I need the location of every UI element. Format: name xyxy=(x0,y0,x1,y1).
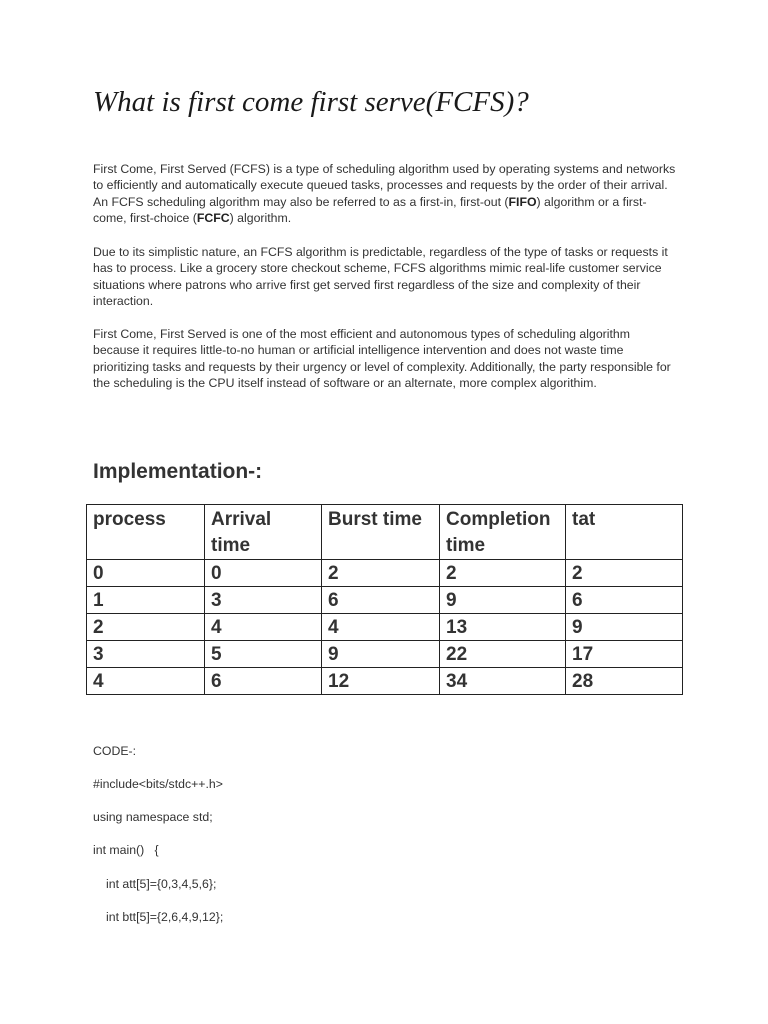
implementation-heading: Implementation-: xyxy=(93,460,263,483)
table-cell: 28 xyxy=(566,668,683,695)
table-cell: 2 xyxy=(322,560,440,587)
header-process: process xyxy=(87,505,205,560)
table-row xyxy=(87,587,683,614)
page-title: What is first come first serve(FCFS)? xyxy=(93,86,529,118)
table-cell: 9 xyxy=(322,641,440,668)
fcfs-table xyxy=(86,504,683,695)
table-row xyxy=(87,560,683,587)
table-cell: 1 xyxy=(87,587,205,614)
table-cell: 6 xyxy=(566,587,683,614)
table-cell: 6 xyxy=(322,587,440,614)
table-cell: 9 xyxy=(440,587,566,614)
table-cell: 4 xyxy=(205,614,322,641)
header-tat: tat xyxy=(566,505,683,560)
fcfc-term: FCFC xyxy=(196,211,230,226)
table-cell: 4 xyxy=(87,668,205,695)
table-cell: 3 xyxy=(205,587,322,614)
table-row xyxy=(87,668,683,695)
table-cell: 4 xyxy=(322,614,440,641)
table-cell: 5 xyxy=(205,641,322,668)
table-cell: 0 xyxy=(205,560,322,587)
code-line: int btt[5]={2,6,4,9,12}; xyxy=(106,910,224,924)
table-row xyxy=(87,641,683,668)
header-completion-time: Completion time xyxy=(440,505,566,560)
table-row xyxy=(87,614,683,641)
table-cell: 9 xyxy=(566,614,683,641)
paragraph-intro xyxy=(93,161,678,227)
table-cell: 2 xyxy=(440,560,566,587)
header-arrival-time: Arrival time xyxy=(205,505,322,560)
fifo-term: FIFO xyxy=(508,194,537,209)
header-burst-time: Burst time xyxy=(322,505,440,560)
paragraph-simplistic: Due to its simplistic nature, an FCFS algorithm is predictable, regardless of the type of tasks or requests it has to process. Like a grocery store checkout scheme, FCFS algorithms mimic real-life customer service situations where patrons who arrive first get served first regardless of the size and complexity of their interaction. xyxy=(93,245,668,309)
paragraph-efficiency: First Come, First Served is one of the most efficient and autonomous types of scheduling algorithm because it requires little-to-no human or artificial intelligence intervention and does not waste time prioritizing tasks and requests by their urgency or level of complexity. Additionally, the party responsible for the scheduling is the CPU itself instead of software or an alternate, more complex algorithim. xyxy=(93,327,671,391)
table-cell: 34 xyxy=(440,668,566,695)
table-cell: 2 xyxy=(87,614,205,641)
table-cell: 17 xyxy=(566,641,683,668)
table-cell: 13 xyxy=(440,614,566,641)
paragraph-text: ) algorithm or a first-come, first-choice ( xyxy=(93,194,647,226)
code-label: CODE-: xyxy=(93,744,137,758)
code-line: int att[5]={0,3,4,5,6}; xyxy=(106,877,217,891)
code-line: int main() { xyxy=(93,843,159,857)
table-cell: 3 xyxy=(87,641,205,668)
table-cell: 22 xyxy=(440,641,566,668)
table-cell: 12 xyxy=(322,668,440,695)
paragraph-text: ) algorithm. xyxy=(229,211,292,226)
table-cell: 0 xyxy=(87,560,205,587)
code-line: using namespace std; xyxy=(93,810,213,824)
table-cell: 6 xyxy=(205,668,322,695)
table-cell: 2 xyxy=(566,560,683,587)
code-line: #include<bits/stdc++.h> xyxy=(93,777,223,791)
table-header-row xyxy=(87,505,683,560)
paragraph-text: First Come, First Served (FCFS) is a type of scheduling algorithm used by operating systems and networks to efficiently and automatically execute queued tasks, processes and requests by the order of their arrival. An FCFS scheduling algorithm may also be referred to as a first-in, first-out ( xyxy=(93,162,676,209)
